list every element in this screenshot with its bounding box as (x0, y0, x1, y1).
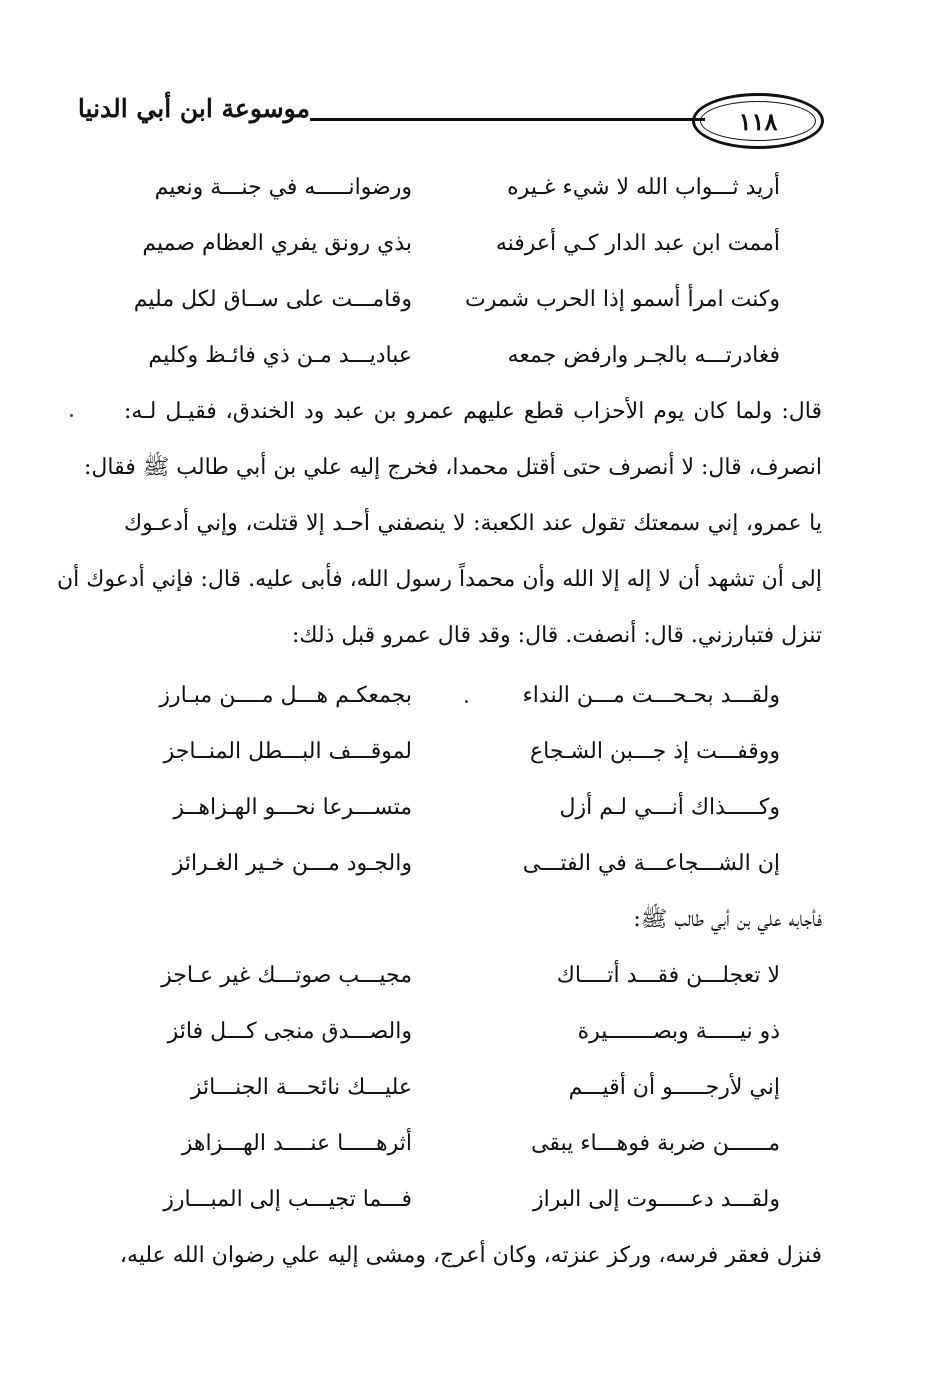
verse-line (0, 168, 950, 208)
verse-first-hemistich: فغادرتـــه بالجـر وارفض جمعه (507, 343, 780, 368)
verse-line (0, 1124, 950, 1164)
closing-line: فنزل فعقر فرسه، وركز عنزته، وكان أعرج، ومشى إليه علي رضوان الله عليه، (119, 1243, 822, 1268)
verse-first-hemistich: إني لأرجـــــو أن أقيـــم (568, 1075, 780, 1100)
verse-second-hemistich: وقامـــت على ســاق لكل مليم (133, 287, 412, 312)
verse-first-hemistich: إن الشـــجاعـــة في الفتـــى (522, 851, 780, 876)
paragraph-line: قال: ولما كان يوم الأحزاب قطع عليهم عمرو بن عبد ود الخندق، فقيـل لـه: (124, 399, 822, 424)
verse-second-hemistich: بذي رونق يفري العظام صميم (142, 231, 412, 256)
paragraph-line: يا عمرو، إني سمعتك تقول عند الكعبة: لا ينصفني أحـد إلا قتلت، وإني أدعـوك (124, 511, 822, 536)
paragraph-line: تنزل فتبارزني. قال: أنصفت. قال: وقد قال عمرو قبل ذلك: (291, 623, 822, 648)
verse-first-hemistich: لا تعجلـــن فقـــد أتــــاك (556, 963, 780, 988)
verse-second-hemistich: أثرهـــــا عنــــد الهـــزاهز (181, 1131, 412, 1156)
verse-line (0, 280, 950, 320)
verse-first-hemistich: ذو نيـــــة وبصـــــــيرة (577, 1019, 780, 1044)
verse-line (0, 788, 950, 828)
margin-dot (70, 414, 73, 417)
verse-first-hemistich: وكـــــذاك أنـــي لـم أزل (559, 795, 780, 820)
paragraph-line: انصرف، قال: لا أنصرف حتى أقتل محمدا، فخرج إليه علي بن أبي طالب ﷺ فقال: (84, 455, 822, 480)
verse-first-hemistich: ولقـــد دعـــــوت إلى البراز (532, 1187, 780, 1212)
verse-second-hemistich: عليـــك نائحـــة الجنـــائز (190, 1075, 412, 1100)
verse-line (0, 224, 950, 264)
page-number: ١١٨ (738, 106, 778, 136)
verse-line (0, 844, 950, 884)
verse-second-hemistich: بجمعكـم هـــل مــــن مبـارز (159, 683, 412, 708)
verse-second-hemistich: ورضوانـــــه في جنـــة ونعيم (154, 175, 412, 200)
verse-first-hemistich: وكنت امرأ أسمو إذا الحرب شمرت (465, 287, 780, 312)
verse-first-hemistich: أريد ثـــواب الله لا شيء غـيره (507, 175, 780, 200)
verse-first-hemistich: ووقفـــت إذ جـــبن الشـجاع (530, 739, 780, 764)
verse-second-hemistich: والجـود مـــن خـير الغـرائز (172, 851, 412, 876)
verse-line (0, 676, 950, 716)
verse-line (0, 1068, 950, 1108)
paragraph-line: إلى أن تشهد أن لا إله إلا الله وأن محمداً رسول الله، فأبى عليه. قال: فإني أدعوك أن (57, 567, 822, 592)
verse-second-hemistich: متســـرعا نحـــو الهـزاهــز (173, 795, 412, 820)
reply-line: فأجابه علي بن أبي طالب ﷺ: (633, 907, 822, 932)
verse-second-hemistich: والصـــدق منجى كـــل فائز (167, 1019, 412, 1044)
verse-line (0, 1180, 950, 1220)
verse-second-hemistich: مجيـــب صوتـــك غير عـاجز (161, 963, 412, 988)
verse-line (0, 1012, 950, 1052)
verse-first-hemistich: مــــــن ضربة فوهـــاء يبقى (530, 1131, 780, 1156)
verse-second-hemistich: عباديـــد مـن ذي فائـظ وكليم (148, 343, 412, 368)
verse-second-hemistich: فـــما تجيـــب إلى المبـــارز (163, 1187, 412, 1212)
verse-first-hemistich: ولقـــد بحـحـــت مـــن النداء (522, 683, 780, 708)
verse-second-hemistich: لموقـــف البـــطل المنــاجز (163, 739, 412, 764)
running-title: موسوعة ابن أبي الدنيا (77, 94, 310, 123)
stray-dot (465, 700, 468, 703)
verse-line (0, 336, 950, 376)
verse-line (0, 732, 950, 772)
verse-line (0, 956, 950, 996)
verse-first-hemistich: أممت ابن عبد الدار كـي أعرفنه (495, 231, 780, 256)
